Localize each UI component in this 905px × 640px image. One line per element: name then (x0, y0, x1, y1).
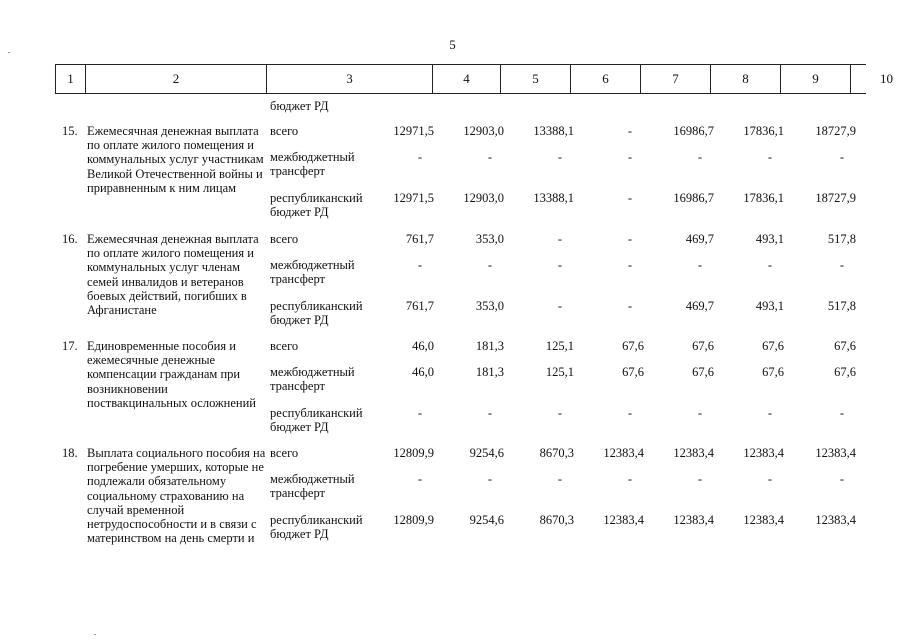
budget-source-label: всего (270, 232, 299, 246)
value-cell: 18727,9 (815, 124, 856, 138)
value-cell: - (697, 406, 703, 420)
value-cell: - (767, 406, 773, 420)
value-cell: 67,6 (834, 339, 856, 353)
value-cell: - (697, 258, 703, 272)
value-cell: - (557, 472, 563, 486)
value-cell: - (557, 406, 563, 420)
value-cell: - (767, 472, 773, 486)
value-cell: - (417, 150, 423, 164)
value-cell: 67,6 (692, 339, 714, 353)
value-cell: - (839, 150, 845, 164)
header-cell-8: 8 (711, 65, 781, 93)
scan-speck (8, 52, 10, 53)
budget-source-label: республиканский бюджет РД (270, 513, 363, 541)
row-description: Выплата социального пособия на погребение умерших, которые не подлежали обязательному социальному страхованию на случай временной нетрудоспособности и в связи с материнством на день смерти и (87, 446, 266, 546)
value-cell: 67,6 (762, 365, 784, 379)
value-cell: - (417, 472, 423, 486)
value-cell: - (417, 258, 423, 272)
value-cell: 12383,4 (743, 513, 784, 527)
value-cell: 12383,4 (815, 446, 856, 460)
value-cell: - (767, 258, 773, 272)
header-cell-6: 6 (571, 65, 641, 93)
value-cell: - (487, 406, 493, 420)
value-cell: 8670,3 (539, 513, 574, 527)
value-cell: - (487, 150, 493, 164)
value-cell: 12383,4 (743, 446, 784, 460)
value-cell: - (557, 232, 563, 246)
value-cell: 16986,7 (673, 191, 714, 205)
row-number: 15. (62, 124, 78, 138)
value-cell: - (557, 150, 563, 164)
value-cell: 353,0 (475, 232, 504, 246)
budget-source-label: межбюджетный трансферт (270, 365, 355, 393)
value-cell: 761,7 (405, 232, 434, 246)
header-cell-7: 7 (641, 65, 711, 93)
value-cell: 493,1 (755, 299, 784, 313)
value-cell: 12383,4 (603, 446, 644, 460)
value-cell: 13388,1 (533, 124, 574, 138)
value-cell: - (627, 150, 633, 164)
budget-source-label: межбюджетный трансферт (270, 258, 355, 286)
row-description: Ежемесячная денежная выплата по оплате жилого помещения и коммунальных услуг членам семей инвалидов и ветеранов боевых действий, погибших в Афганистане (87, 232, 259, 318)
value-cell: 12383,4 (815, 513, 856, 527)
page-number: 5 (449, 37, 456, 52)
value-cell: - (839, 406, 845, 420)
budget-source-label: межбюджетный трансферт (270, 472, 355, 500)
value-cell: 12383,4 (673, 446, 714, 460)
value-cell: 761,7 (405, 299, 434, 313)
value-cell: 46,0 (412, 339, 434, 353)
value-cell: 18727,9 (815, 191, 856, 205)
value-cell: - (627, 406, 633, 420)
value-cell: - (627, 472, 633, 486)
value-cell: 17836,1 (743, 124, 784, 138)
value-cell: 125,1 (545, 339, 574, 353)
budget-source-label: республиканский бюджет РД (270, 191, 363, 219)
value-cell: 9254,6 (469, 513, 504, 527)
value-cell: 12383,4 (673, 513, 714, 527)
value-cell: 67,6 (762, 339, 784, 353)
value-cell: - (627, 191, 633, 205)
budget-source-label: межбюджетный трансферт (270, 150, 355, 178)
value-cell: 517,8 (827, 232, 856, 246)
table-header (55, 64, 893, 94)
budget-source-label: всего (270, 339, 299, 353)
budget-source-label: республиканский бюджет РД (270, 406, 363, 434)
header-cell-1: 1 (56, 65, 86, 93)
value-cell: - (767, 150, 773, 164)
row-description: Ежемесячная денежная выплата по оплате жилого помещения и коммунальных услуг участникам Великой Отечественной войны и приравненным к ним лицам (87, 124, 264, 195)
value-cell: 12809,9 (393, 513, 434, 527)
value-cell: 12903,0 (463, 191, 504, 205)
value-cell: - (487, 472, 493, 486)
value-cell: 46,0 (412, 365, 434, 379)
header-cell-2: 2 (86, 65, 267, 93)
value-cell: 517,8 (827, 299, 856, 313)
value-cell: - (839, 258, 845, 272)
value-cell: 67,6 (692, 365, 714, 379)
header-cell-4: 4 (433, 65, 501, 93)
value-cell: 469,7 (685, 232, 714, 246)
value-cell: 9254,6 (469, 446, 504, 460)
value-cell: - (627, 258, 633, 272)
value-cell: - (697, 150, 703, 164)
value-cell: 12903,0 (463, 124, 504, 138)
value-cell: - (627, 124, 633, 138)
scan-speck (94, 634, 96, 635)
budget-source-label: всего (270, 124, 299, 138)
value-cell: 12383,4 (603, 513, 644, 527)
header-cell-5: 5 (501, 65, 571, 93)
value-cell: 125,1 (545, 365, 574, 379)
header-cell-10: 10 (880, 71, 893, 86)
row-description: Единовременные пособия и ежемесячные денежные компенсации гражданам при возникновении поствакцинальных осложнений (87, 339, 256, 410)
value-cell: 67,6 (622, 365, 644, 379)
value-cell: 16986,7 (673, 124, 714, 138)
value-cell: - (839, 472, 845, 486)
value-cell: 12971,5 (393, 124, 434, 138)
value-cell: - (697, 472, 703, 486)
value-cell: - (557, 299, 563, 313)
row-number: 17. (62, 339, 78, 353)
value-cell: 469,7 (685, 299, 714, 313)
value-cell: - (417, 406, 423, 420)
value-cell: 8670,3 (539, 446, 574, 460)
header-cell-3: 3 (267, 65, 433, 93)
value-cell: 181,3 (475, 339, 504, 353)
header-cell-9: 9 (781, 65, 851, 93)
value-cell: 353,0 (475, 299, 504, 313)
value-cell: 181,3 (475, 365, 504, 379)
value-cell: - (557, 258, 563, 272)
value-cell: 12971,5 (393, 191, 434, 205)
value-cell: 493,1 (755, 232, 784, 246)
value-cell: - (487, 258, 493, 272)
value-cell: 13388,1 (533, 191, 574, 205)
row-number: 16. (62, 232, 78, 246)
value-cell: 12809,9 (393, 446, 434, 460)
continuation-label: бюджет РД (270, 99, 329, 113)
value-cell: - (627, 232, 633, 246)
value-cell: 67,6 (834, 365, 856, 379)
value-cell: 17836,1 (743, 191, 784, 205)
row-number: 18. (62, 446, 78, 460)
value-cell: 67,6 (622, 339, 644, 353)
budget-source-label: республиканский бюджет РД (270, 299, 363, 327)
budget-source-label: всего (270, 446, 299, 460)
value-cell: - (627, 299, 633, 313)
